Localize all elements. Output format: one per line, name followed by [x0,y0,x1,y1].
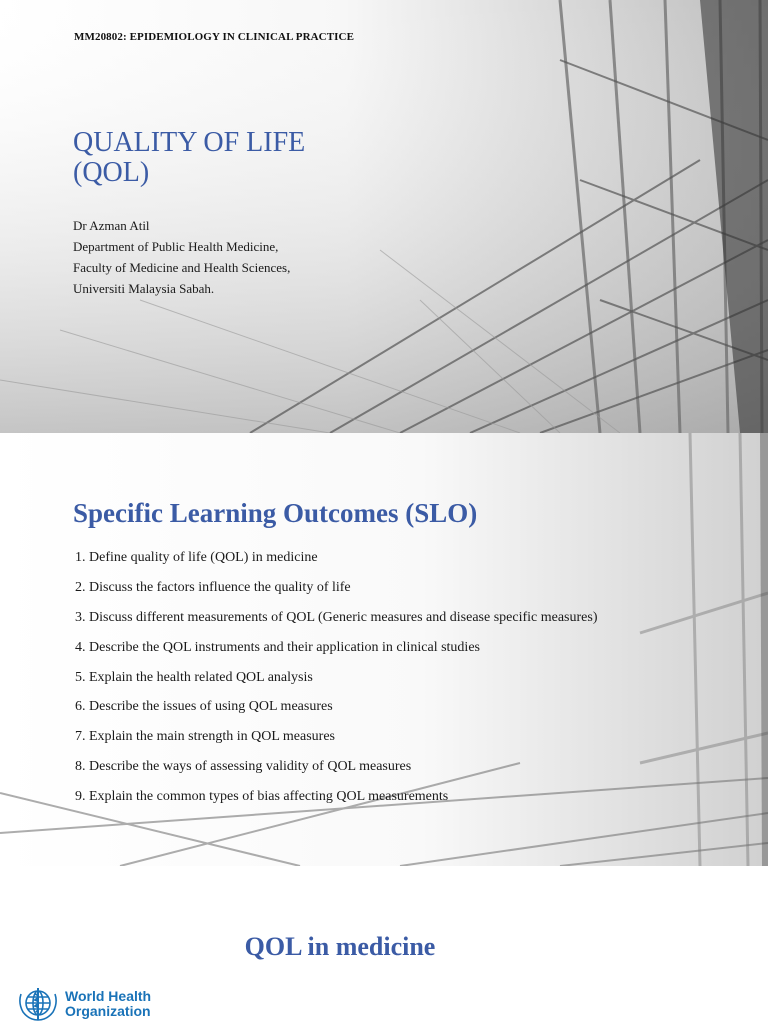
title-slide [0,0,768,433]
who-emblem-icon [17,986,59,1022]
qol-medicine-slide [0,866,768,1024]
who-logo-text [65,989,151,1019]
author-faculty: Faculty of Medicine and Health Sciences, [73,260,291,275]
list-item: 3. Discuss different measurements of QOL (Generic measures and disease specific measures) [75,609,598,625]
who-logo-line-1: World Health [65,988,152,1004]
slo-slide [0,433,768,866]
list-item: 8. Describe the ways of assessing validity of QOL measures [75,759,412,775]
author-university: Universiti Malaysia Sabah. [73,281,215,296]
who-logo [17,984,157,1024]
list-item: 9. Explain the common types of bias affecting QOL measurements [75,789,449,805]
list-item: 1. Define quality of life (QOL) in medicine [75,550,318,565]
slo-list [75,546,597,815]
list-item: 2. Discuss the factors influence the quality of life [75,579,351,595]
list-item: 5. Explain the health related QOL analysis [75,669,313,685]
list-item: 4. Describe the QOL instruments and their application in clinical studies [75,639,480,655]
course-label: MM20802: EPIDEMIOLOGY IN CLINICAL PRACTICE [74,31,355,43]
presentation-title [73,128,305,188]
author-name: Dr Azman Atil [73,218,150,233]
who-logo-line-2: Organization [65,1003,151,1019]
author-department: Department of Public Health Medicine, [73,239,279,254]
title-line-2: (QOL) [73,157,150,188]
slo-title: Specific Learning Outcomes (SLO) [73,498,478,528]
slide-title: QOL in medicine [244,932,436,961]
title-line-1: QUALITY OF LIFE [73,127,306,158]
author-block [73,215,290,299]
list-item: 7. Explain the main strength in QOL measures [75,729,335,745]
list-item: 6. Describe the issues of using QOL measures [75,699,333,715]
